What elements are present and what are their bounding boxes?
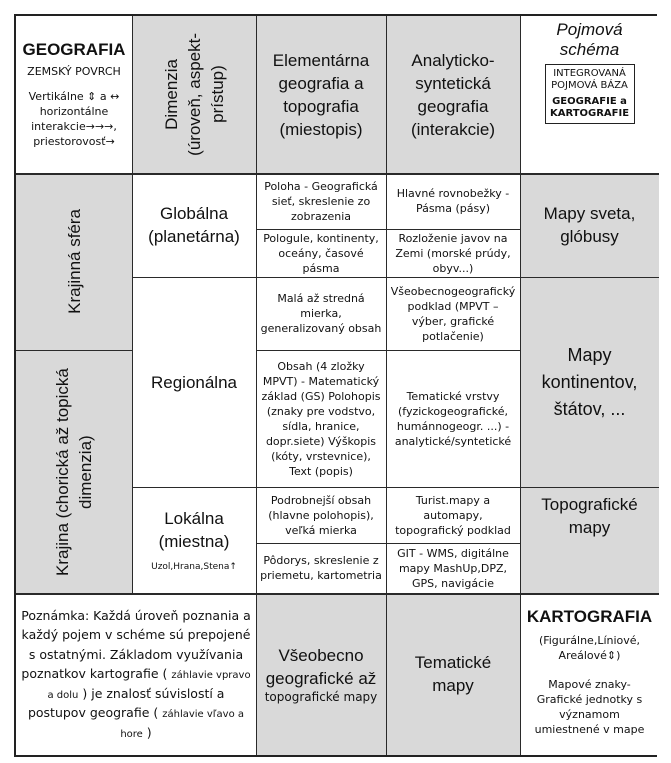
grid-global-b1-text: Hlavné rovnobežky - Pásma (pásy) <box>396 187 510 215</box>
grid-line <box>16 173 659 175</box>
grid-global-b2 <box>386 229 520 277</box>
kartografia-cell <box>520 593 659 755</box>
poznamka-main: Poznámka: Každá úroveň poznania a každý pojem v schéme sú prepojené s ostatnými. Základom využívania poznatkov kartografie ( <box>21 607 251 682</box>
integrated-base-box <box>545 64 635 124</box>
regionalna-cell <box>132 277 256 487</box>
grid-regional-a1-text: Malá až stredná mierka, generalizovaný obsah <box>260 292 382 335</box>
grid-regional-a2 <box>256 350 386 487</box>
grid-global-a2-text: Pologule, kontinenty, oceány, časové pásma <box>263 231 379 275</box>
dimenzia-label <box>160 33 229 156</box>
grid-regional-b1-text: Všeobecnogeografický podklad (MPVT – výber, grafické potlačenie) <box>390 284 516 343</box>
globalna-label: Globálna (planetárna) <box>148 204 240 246</box>
poznamka-note1: záhlavie vpravo a dolu <box>47 670 251 701</box>
grid-line <box>256 543 520 544</box>
dimenzia-header <box>132 16 256 173</box>
grid-local-b2 <box>386 543 520 593</box>
poznamka-cell <box>16 593 256 755</box>
pojmova-header <box>520 16 659 173</box>
grid-local-b2-text: GIT - WMS, digitálne mapy MashUp,DPZ, GPS, navigácie <box>397 546 509 590</box>
grid-line <box>520 16 521 755</box>
krajinna-sfera-label: Krajinná sféra <box>64 209 84 314</box>
geografia-header <box>16 16 132 173</box>
krajina-label: Krajina (chorická až topická dimenzia) <box>53 367 95 576</box>
analyticko-label: Analyticko-syntetická geografia (interakcie) <box>410 50 496 139</box>
pojmova-title: Pojmová schéma <box>556 20 623 59</box>
lokalna-cell <box>132 487 256 593</box>
mapy-kontinentov-cell <box>520 277 659 487</box>
grid-local-b1 <box>386 487 520 543</box>
grid-global-a2 <box>256 229 386 277</box>
geografia-subtitle: ZEMSKÝ POVRCH <box>27 65 121 78</box>
krajina-cell <box>16 350 132 593</box>
vseobecno-cell <box>256 593 386 755</box>
globalna-cell <box>132 173 256 277</box>
topograficke-cell <box>520 487 659 593</box>
grid-local-a1 <box>256 487 386 543</box>
geografia-title: GEOGRAFIA <box>22 40 126 59</box>
grid-line <box>132 16 133 593</box>
grid-global-b2-text: Rozloženie javov na Zemi (morské prúdy, obyv...) <box>395 231 511 275</box>
grid-local-b1-text: Turist.mapy a automapy, topografický podklad <box>395 493 511 537</box>
tematicke-label: Tematické mapy <box>414 653 492 695</box>
grid-local-a2 <box>256 543 386 593</box>
elementarna-header <box>256 16 386 173</box>
poznamka-end: ) <box>146 724 152 740</box>
grid-local-a2-text: Pôdorys, skreslenie z priemetu, kartometria <box>260 554 382 582</box>
grid-regional-a2-text: Obsah (4 zložky MPVT) - Matematický základ (GS) Polohopis (znaky pre vodstvo, sídla, hranice, dopr.siete) Výškopis (kóty, vrstevnice), Text (popis) <box>261 359 381 478</box>
vseobecno-label: Všeobecno geografické až <box>265 645 377 688</box>
mapy-kontinentov-label: Mapy kontinentov, štátov, ... <box>541 344 638 419</box>
integrated-base-line2: GEOGRAFIE a KARTOGRAFIE <box>549 96 630 119</box>
mapy-sveta-cell <box>520 173 659 277</box>
dimenzia-line2: (úroveň, aspekt- <box>184 33 204 156</box>
regionalna-label: Regionálna <box>150 372 237 392</box>
geografia-description: Vertikálne ⇕ a ↔ horizontálne interakcie→→→, priestorovosť→ <box>28 90 120 148</box>
grid-regional-b2-text: Tematické vrstvy (fyzickogeografické, humánnogeogr. ...) - analytické/syntetické <box>394 389 512 448</box>
grid-line <box>16 593 659 595</box>
tematicke-cell <box>386 593 520 755</box>
grid-line <box>256 16 257 755</box>
poznamka-note2: záhlavie vľavo a hore <box>120 709 245 740</box>
kartografia-subtitle: (Figurálne,Líniové, Areálové⇕) <box>538 634 641 662</box>
lokalna-sublabel: Uzol,Hrana,Stena↑ <box>151 562 237 572</box>
grid-regional-a1 <box>256 277 386 350</box>
grid-line <box>256 229 520 230</box>
grid-global-a1-text: Poloha - Geografická sieť, skreslenie zo zobrazenia <box>264 179 378 223</box>
krajinna-sfera-cell <box>16 173 132 350</box>
grid-line <box>256 350 520 351</box>
grid-global-b1 <box>386 173 520 229</box>
lokalna-label: Lokálna (miestna) <box>158 509 230 551</box>
grid-local-a1-text: Podrobnejší obsah (hlavne polohopis), veľká mierka <box>268 493 374 537</box>
grid-line <box>132 277 659 278</box>
poznamka-middle: ) je znalosť súvislostí a postupov geografie ( <box>27 685 225 721</box>
grid-regional-b2 <box>386 350 520 487</box>
integrated-base-line1: INTEGROVANÁ POJMOVÁ BÁZA <box>551 68 628 91</box>
poznamka-text <box>20 606 252 743</box>
topograficke-label: Topografické mapy <box>541 495 638 537</box>
grid-regional-b1 <box>386 277 520 350</box>
concept-diagram <box>14 14 657 757</box>
grid-line <box>132 487 659 488</box>
grid-line <box>386 16 387 755</box>
elementarna-label: Elementárna geografia a topografia (miestopis) <box>272 50 370 139</box>
grid-line <box>16 350 132 351</box>
analyticko-header <box>386 16 520 173</box>
dimenzia-line3: prístup) <box>207 65 227 124</box>
kartografia-title: KARTOGRAFIA <box>526 607 653 626</box>
kartografia-description: Mapové znaky-Grafické jednotky s významom umiestnené v mape <box>534 678 645 736</box>
grid-global-a1 <box>256 173 386 229</box>
mapy-sveta-label: Mapy sveta, glóbusy <box>543 204 636 246</box>
dimenzia-line1: Dimenzia <box>161 59 181 130</box>
vseobecno-sublabel: topografické mapy <box>264 689 378 704</box>
